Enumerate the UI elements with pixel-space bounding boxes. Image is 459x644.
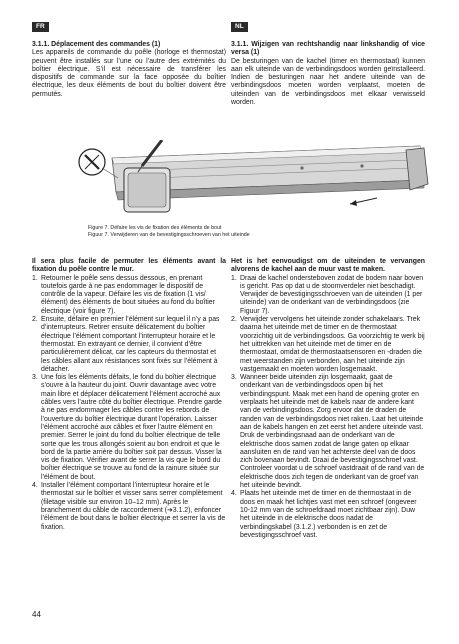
figure-caption-nl: Figuur 7. Verwijderen van de bevestigingsschroeven van het uiteinde [88, 231, 250, 238]
list-item [231, 490, 425, 540]
step-number: 4. [32, 482, 38, 490]
step-text: Draai de kachel ondersteboven zodat de bodem naar boven is gericht. Pas op dat u de stoomverdeler niet beschadigt. Verwijder de bevestigingsschroeven van de uiteinden (1 per uiteinde) van de onderkant van de verbindingsdoos (zie Figuur 7). [240, 274, 424, 315]
figure-caption [88, 225, 250, 238]
step-number: 1. [32, 274, 38, 282]
step-number: 3. [32, 374, 38, 382]
step-number: 2. [231, 316, 237, 324]
nl-instructions [231, 258, 425, 540]
lang-tag-fr: FR [32, 22, 49, 32]
page-number: 44 [32, 610, 41, 619]
fr-intro: Les appareils de commande du poêle (horloge et thermostat) peuvent être installés sur l’une ou l’autre des extrémités du boîtier électrique. S’il est nécessaire de transférer les dispositifs de commande sur la face opposée du boîtier électrique, les deux éléments de bout du boîtier doivent être permutés. [32, 49, 226, 98]
list-item [231, 374, 425, 490]
lang-tag-nl: NL [231, 22, 248, 32]
list-item [32, 275, 226, 316]
fr-top-section [32, 41, 226, 99]
end-element-right [406, 148, 428, 190]
step-text: Ensuite, défaire en premier l’élément sur lequel il n’y a pas d’interrupteurs. Retirer ensuite délicatement du boîtier électrique l’élément comportant l’interrupteur horaire et le thermostat. En extrayant ce dernier, il convient d’être particulièrement délicat, car les capteurs du thermostat et les câbles allant aux résistances sont fixés sur l’élément à détacher. [41, 316, 220, 373]
step-number: 2. [32, 316, 38, 324]
list-item [32, 374, 226, 482]
step-number: 4. [231, 490, 237, 498]
list-item [32, 316, 226, 374]
nl-lead: Het is het eenvoudigst om de uiteinden te vervangen alvorens de kachel aan de muur vast te maken. [231, 258, 425, 274]
step-text: Plaats het uiteinde met de timer en de thermostaat in de doos en maak het lichtjes vast met een schroef (ongeveer 10-12 mm van de schroefdraad moet zichtbaar zijn). Duw het uiteinde in de elektrische doos nadat de verbindingskabel (3.1.2.) verbonden is en zet de bevestigingsschroef vast. [240, 490, 417, 539]
step-text: Installer l’élément comportant l’interrupteur horaire et le thermostat sur le boîtier et visser sans serrer complètement (filetage visible sur environ 10–12 mm). Après le branchement du câble de raccordement (➔3.1.2), enfoncer l’élément de bout dans le boîtier électrique et serrer la vis de fixation. [41, 482, 226, 531]
fr-heading: 3.1.1. Déplacement des commandes (1) [32, 41, 161, 48]
nl-top-section [231, 41, 425, 107]
step-number: 1. [231, 274, 237, 282]
fr-instructions [32, 258, 226, 532]
nl-heading: 3.1.1. Wijzigen van rechtshandig naar linkshandig of vice versa (1) [231, 41, 425, 57]
step-text: Une fois les éléments défaits, le fond du boîtier électrique s’ouvre à la hauteur du joint. Ouvrir davantage avec votre main libre et déplacer délicatement l’élément accroché aux câbles vers l’autre côté du boîtier électrique. Prendre garde à ne pas endommager les câbles contre les rebords de l’ouverture du boîtier électrique durant l’opération. Laisser l’élément accroché aux câbles et fixer l’autre élément en premier. Serrer le joint du fond du boîtier électrique de telle sorte que les trous allongés soient au bon endroit et que le bord de la partie arrière du boîtier soit par dessus. Visser la vis de fixation. Vérifier avant de serrer la vis que le bord du boîtier électrique se trouve au fond de la rainure située sur l’élément de bout. [41, 374, 222, 481]
list-item [231, 275, 425, 316]
nl-steps-list [231, 275, 425, 541]
step-text: Verwijder vervolgens het uiteinde zonder schakelaars. Trek daarna het uiteinde met de timer en de thermostaat voorzichtig uit de verbindingsdoos. Ga voorzichtig te werk bij het uittrekken van het uiteinde met de timer en de thermostaat, omdat de thermostaatsensoren en -draden die met weerstanden zijn verbonden, aan het uiteinde zijn vastgemaakt en moeten worden losgemaakt. [240, 316, 425, 373]
fr-lead: Il sera plus facile de permuter les éléments avant la fixation du poêle contre le mur. [32, 258, 226, 274]
step-text: Retourner le poêle sens dessus dessous, en prenant toutefois garde à ne pas endommager le dispositif de contrôle de la vapeur. Défaire les vis de fixation (1 vis/élément) des éléments de bout situées au fond du boîtier électrique (voir figure 7). [41, 274, 215, 315]
step-number: 3. [231, 374, 237, 382]
figure-caption-fr: Figure 7. Défaire les vis de fixation des éléments de bout [88, 225, 222, 231]
fr-steps-list [32, 275, 226, 532]
nl-intro: De besturingen van de kachel (timer en thermostaat) kunnen aan elk uiteinde van de verbindingsdoos worden geïnstalleerd. Indien de besturingen naar het andere uiteinde van de verbindingsdoos moeten worden verplaatst, moeten de uiteinden van de verbindingsdoos met elkaar verwisseld worden. [231, 57, 425, 107]
figure-7-illustration [32, 140, 430, 222]
list-item [231, 316, 425, 374]
step-text: Wanneer beide uiteinden zijn losgemaakt, gaat de onderkant van de verbindingsdoos open bij het verbindingspunt. Maak met een hand de opening groter en verplaats het uiteinde met de kabels naar de andere kant van de verbindingsdoos. Zorg ervoor dat de draden de randen van de verbindingsdoos niet raken. Laat het uiteinde aan de kabels hangen en zet eerst het andere uiteinde vast. Druk de verbindingsnaad aan de onderkant van de elektrische doos samen zodat de lange gaten op elkaar aansluiten en de rand van het achterste deel van de doos zich bovenaan bevindt. Draai de bevestigingsschroef vast. Controleer voordat u de schroef vastdraait of de rand van de elektrische doos zich tegen de onderkant van de groef van het uiteinde bevindt. [240, 374, 425, 490]
list-item [32, 482, 226, 532]
